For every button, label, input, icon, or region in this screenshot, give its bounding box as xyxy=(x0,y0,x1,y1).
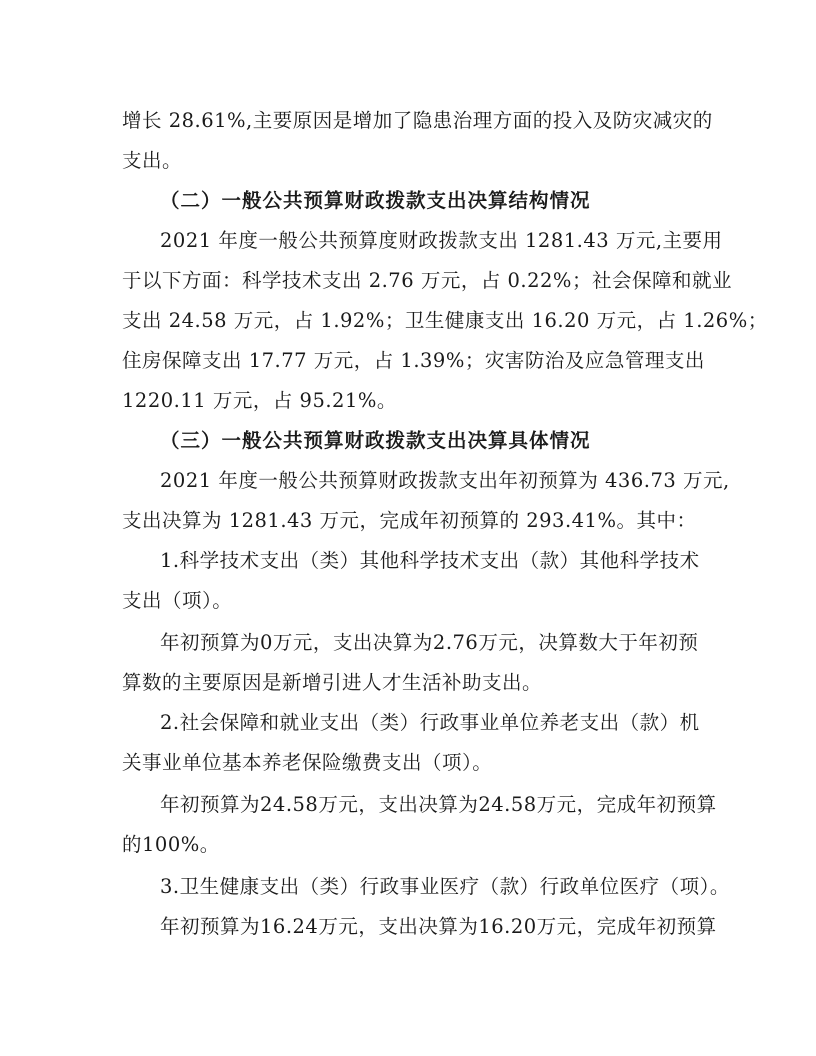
paragraph-line: 支出 24.58 万元，占 1.92%；卫生健康支出 16.20 万元，占 1.26%； xyxy=(122,309,768,332)
paragraph-line: 年初预算为24.58万元，支出决算为24.58万元，完成年初预算 xyxy=(160,793,717,816)
list-item-3: 3.卫生健康支出（类）行政事业医疗（款）行政单位医疗（项）。 xyxy=(160,875,730,898)
paragraph-line: 1220.11 万元，占 95.21%。 xyxy=(122,389,397,412)
section-heading-3: （三）一般公共预算财政拨款支出决算具体情况 xyxy=(160,429,591,452)
paragraph-line: 年初预算为0万元，支出决算为2.76万元，决算数大于年初预 xyxy=(160,631,699,654)
paragraph-line: 住房保障支出 17.77 万元，占 1.39%；灾害防治及应急管理支出 xyxy=(122,349,705,372)
section-heading-2: （二）一般公共预算财政拨款支出决算结构情况 xyxy=(160,189,591,212)
paragraph-line: 支出决算为 1281.43 万元，完成年初预算的 293.41%。其中： xyxy=(122,509,697,532)
paragraph-line: 于以下方面：科学技术支出 2.76 万元，占 0.22%；社会保障和就业 xyxy=(122,269,732,292)
paragraph-line: 2021 年度一般公共预算财政拨款支出年初预算为 436.73 万元, xyxy=(160,469,730,492)
paragraph-line: 年初预算为16.24万元，支出决算为16.20万元，完成年初预算 xyxy=(160,915,717,938)
paragraph-line: 2021 年度一般公共预算度财政拨款支出 1281.43 万元,主要用 xyxy=(160,229,723,252)
list-item-1: 1.科学技术支出（类）其他科学技术支出（款）其他科学技术 xyxy=(160,549,700,572)
paragraph-line: 算数的主要原因是新增引进人才生活补助支出。 xyxy=(122,671,543,694)
paragraph-line: 关事业单位基本养老保险缴费支出（项）。 xyxy=(122,751,493,774)
paragraph-line: 支出。 xyxy=(122,149,183,172)
paragraph-line: 的100%。 xyxy=(122,833,220,856)
list-item-2: 2.社会保障和就业支出（类）行政事业单位养老支出（款）机 xyxy=(160,711,700,734)
paragraph-line: 支出（项）。 xyxy=(122,589,233,612)
paragraph-line: 增长 28.61%,主要原因是增加了隐患治理方面的投入及防灾减灾的 xyxy=(122,109,713,132)
